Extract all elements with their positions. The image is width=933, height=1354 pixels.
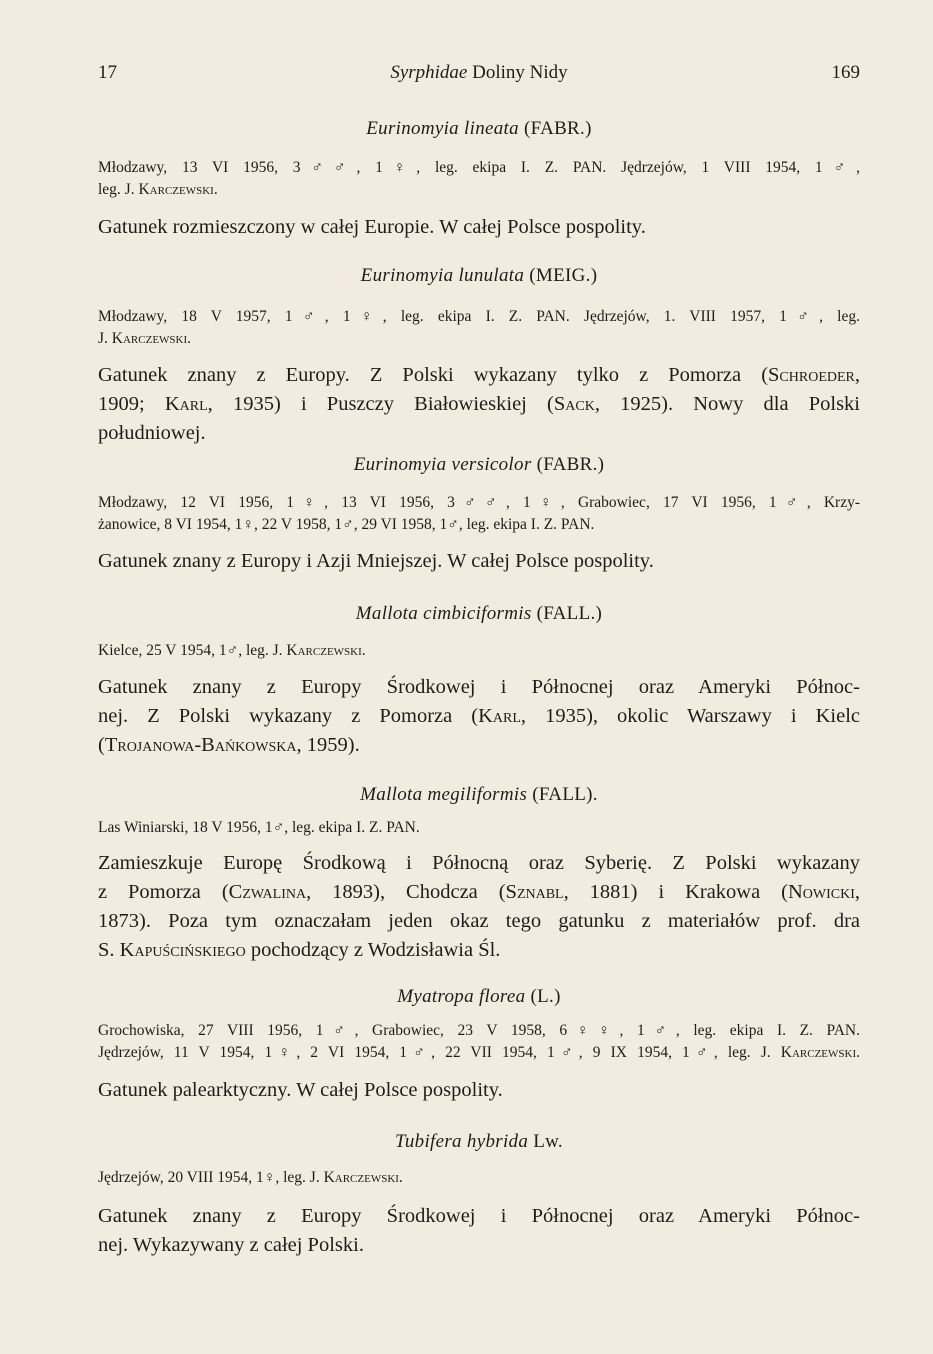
- species-heading-mallota-megiliformis: Mallota megiliformis (FALL).: [360, 784, 598, 805]
- specimen-records: Młodzawy, 18 V 1957, 1♂, 1♀, leg. ekipa I. Z. PAN. Jędrzejów, 1. VIII 1957, 1♂, leg. J. Karczewski.: [98, 308, 860, 347]
- distribution-text: Gatunek znany z Europy. Z Polski wykazany tylko z Pomorza (Schroeder, 1909; Karl, 1935) i Puszczy Białowieskiej (Sack, 1925). Nowy dla Polski południowej.: [98, 364, 860, 444]
- specimen-records: Młodzawy, 12 VI 1956, 1♀, 13 VI 1956, 3♂♂, 1♀, Grabowiec, 17 VI 1956, 1♂, Krzy- żanowice, 8 VI 1954, 1♀, 22 V 1958, 1♂, 29 VI 1958, 1♂, leg. ekipa I. Z. PAN.: [98, 494, 860, 533]
- page-number-left: 17: [98, 62, 117, 83]
- specimen-records: Las Winiarski, 18 V 1956, 1♂, leg. ekipa I. Z. PAN.: [98, 819, 420, 836]
- running-title-family: Syrphidae: [390, 62, 468, 83]
- species-heading-myatropa-florea: Myatropa florea (L.): [397, 986, 561, 1007]
- species-heading-mallota-cimbiciformis: Mallota cimbiciformis (FALL.): [355, 603, 603, 624]
- specimen-records: Kielce, 25 V 1954, 1♂, leg. J. Karczewski.: [98, 642, 366, 659]
- species-heading-eurinomyia-lunulata: Eurinomyia lunulata (MEIG.): [360, 265, 598, 286]
- running-title-rest: Doliny Nidy: [467, 62, 568, 83]
- species-heading-tubifera-hybrida: Tubifera hybrida Lw.: [395, 1131, 563, 1152]
- specimen-records: Jędrzejów, 20 VIII 1954, 1♀, leg. J. Karczewski.: [98, 1169, 403, 1186]
- specimen-records: Młodzawy, 13 VI 1956, 3♂♂, 1♀, leg. ekipa I. Z. PAN. Jędrzejów, 1 VIII 1954, 1♂, leg. J. Karczewski.: [98, 159, 860, 198]
- distribution-text: Gatunek rozmieszczony w całej Europie. W całej Polsce pospolity.: [98, 216, 646, 238]
- distribution-text: Gatunek znany z Europy Środkowej i Północnej oraz Ameryki Północ- nej. Z Polski wykazany z Pomorza (Karl, 1935), okolic Warszawy i Kielc (Trojanowa-Bańkowska, 1959).: [98, 676, 860, 756]
- page-number-right: 169: [831, 62, 860, 83]
- running-title: [98, 62, 860, 84]
- species-heading-eurinomyia-versicolor: Eurinomyia versicolor (FABR.): [353, 454, 605, 475]
- species-heading-eurinomyia-lineata: Eurinomyia lineata (FABR.): [366, 118, 592, 139]
- distribution-text: Gatunek znany z Europy Środkowej i Północnej oraz Ameryki Północ- nej. Wykazywany z całej Polski.: [98, 1205, 860, 1256]
- running-header: [98, 62, 860, 86]
- distribution-text: Gatunek palearktyczny. W całej Polsce pospolity.: [98, 1079, 503, 1101]
- distribution-text: Zamieszkuje Europę Środkową i Północną oraz Syberię. Z Polski wykazany z Pomorza (Czwalina, 1893), Chodcza (Sznabl, 1881) i Krakowa (Nowicki, 1873). Poza tym oznaczałam jeden okaz tego gatunku z materiałów prof. dra S. Kapuścińskiego pochodzący z Wodzisławia Śl.: [98, 852, 861, 961]
- specimen-records: Grochowiska, 27 VIII 1956, 1♂, Grabowiec, 23 V 1958, 6♀♀, 1♂, leg. ekipa I. Z. PAN. Jędrzejów, 11 V 1954, 1♀, 2 VI 1954, 1♂, 22 VII 1954, 1♂, 9 IX 1954, 1♂, leg. J. Karczewski.: [98, 1022, 860, 1061]
- distribution-text: Gatunek znany z Europy i Azji Mniejszej. W całej Polsce pospolity.: [98, 550, 654, 572]
